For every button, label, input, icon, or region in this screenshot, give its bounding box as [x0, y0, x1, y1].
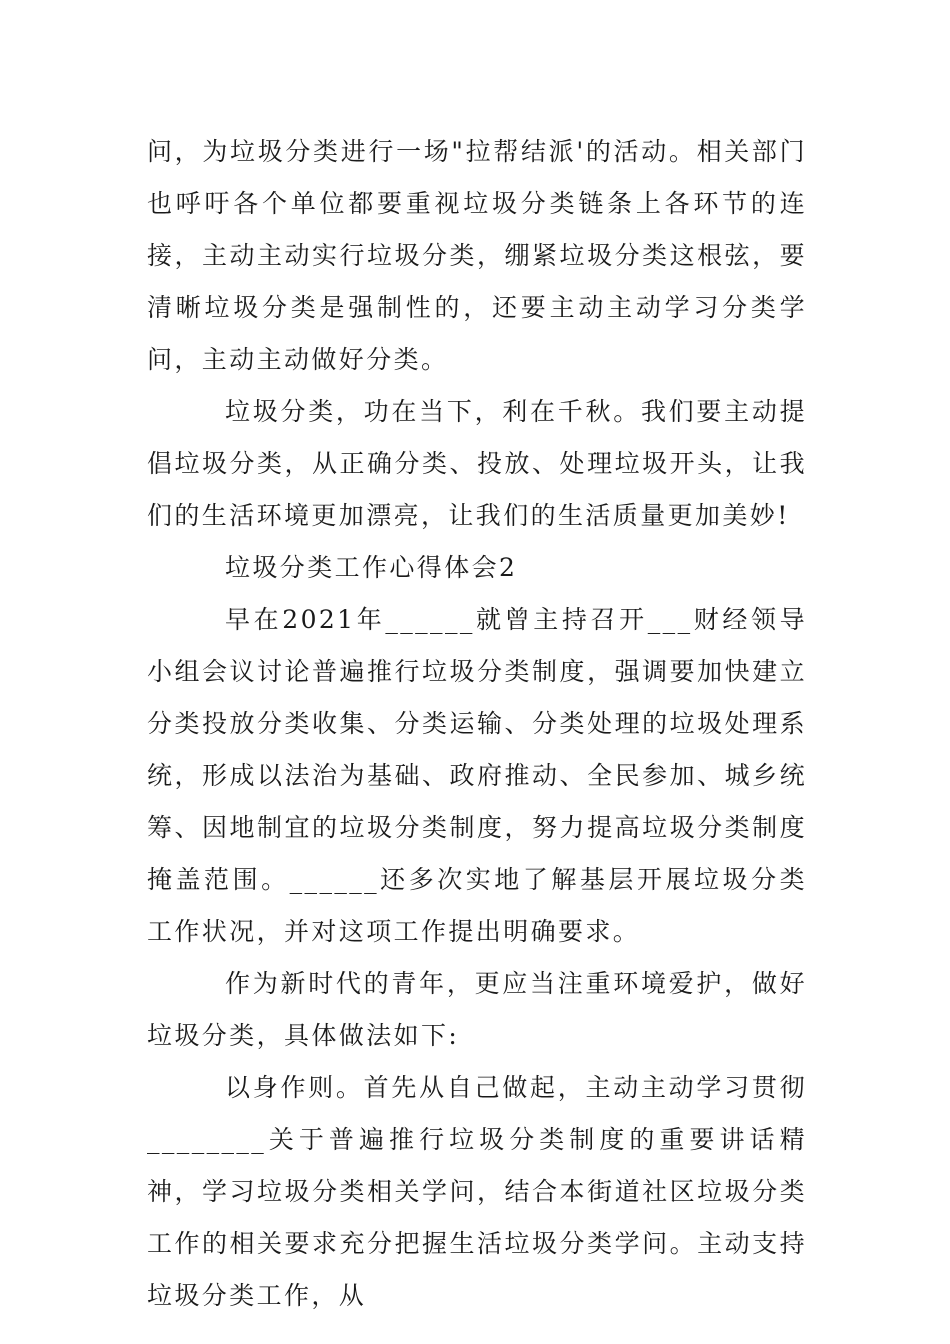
paragraph-1: 问，为垃圾分类进行一场"拉帮结派'的活动。相关部门也呼吁各个单位都要重视垃圾分类链条上各环节的连接，主动主动实行垃圾分类，绷紧垃圾分类这根弦，要清晰垃圾分类是强制性的，还要主动主动学习分类学问，主动主动做好分类。	[147, 137, 807, 374]
document-body	[147, 126, 807, 1322]
paragraph-2: 垃圾分类，功在当下，利在千秋。我们要主动提倡垃圾分类，从正确分类、投放、处理垃圾开头，让我们的生活环境更加漂亮，让我们的生活质量更加美妙!	[147, 397, 807, 530]
section-heading: 垃圾分类工作心得体会2	[225, 553, 518, 582]
paragraph-5: 以身作则。首先从自己做起，主动主动学习贯彻________关于普遍推行垃圾分类制度的重要讲话精神，学习垃圾分类相关学问，结合本街道社区垃圾分类工作的相关要求充分把握生活垃圾分类学问。主动支持垃圾分类工作，从	[147, 1073, 807, 1310]
paragraph-4: 作为新时代的青年，更应当注重环境爱护，做好垃圾分类，具体做法如下:	[147, 969, 807, 1050]
paragraph-3: 早在2021年______就曾主持召开___财经领导小组会议讨论普遍推行垃圾分类制度，强调要加快建立分类投放分类收集、分类运输、分类处理的垃圾处理系统，形成以法治为基础、政府推动、全民参加、城乡统筹、因地制宜的垃圾分类制度，努力提高垃圾分类制度掩盖范围。______还多次实地了解基层开展垃圾分类工作状况，并对这项工作提出明确要求。	[147, 605, 807, 946]
